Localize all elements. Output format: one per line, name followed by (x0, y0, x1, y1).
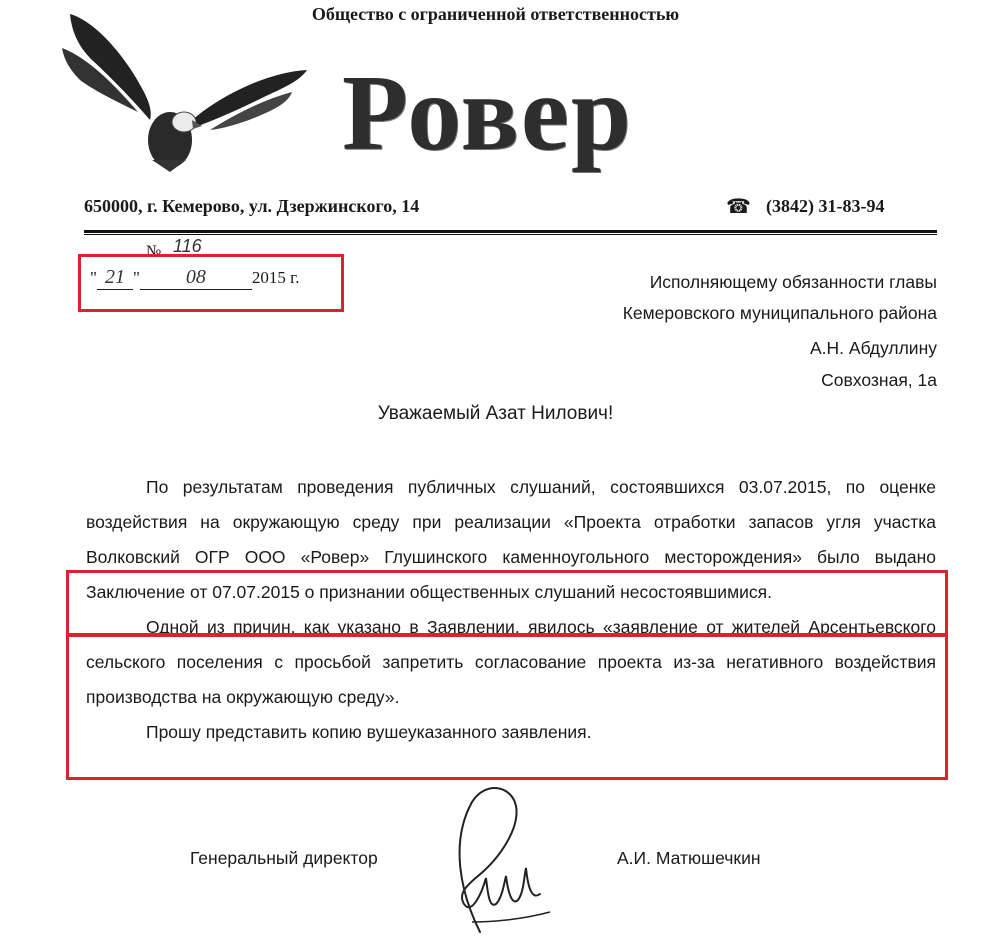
signatory-title: Генеральный директор (190, 848, 378, 868)
outgoing-number: 116 (173, 236, 202, 256)
paragraph-1: По результатам проведения публичных слушаний, состоявшихся 03.07.2015, по оценке воздействия на окружающую среду при реализации «Проекта отработки запасов угля участка Волковский ОГР ООО «Ровер» Глушинского каменноугольного месторождения» было выдано Заключение от 07.07.2015 о признании общественных слушаний несостоявшимися. (86, 477, 936, 602)
paragraph-2: Одной из причин, как указано в Заявлении, явилось «заявление от жителей Арсентьевского сельского поселения с просьбой запретить согласование проекта из-за негативного воздействия производства на окружающую среду». (86, 617, 936, 707)
company-name: Ровер (342, 54, 633, 173)
date-day: 21 (97, 266, 133, 290)
date-highlight-box (78, 254, 344, 312)
signature-icon (420, 772, 560, 942)
header-divider (84, 230, 937, 233)
conclusion-highlight-box (66, 570, 948, 636)
telephone-icon: ☎ (726, 196, 751, 218)
recipient-line-4: Совхозная, 1а (821, 370, 937, 390)
paragraph-3: Прошу представить копию вушеуказанного заявления. (146, 722, 592, 742)
company-address: 650000, г. Кемерово, ул. Дзержинского, 14 (84, 196, 420, 216)
date-year: 2015 г. (251, 268, 300, 287)
header-divider-thin (84, 234, 937, 235)
signatory-name: А.И. Матюшечкин (617, 848, 761, 868)
recipient-line-3: А.Н. Абдуллину (810, 338, 937, 358)
eagle-logo-icon (52, 0, 312, 175)
recipient-line-1: Исполняющему обязанности главы (649, 272, 937, 292)
greeting: Уважаемый Азат Нилович! (377, 403, 614, 424)
date-month: 08 (140, 266, 252, 290)
outgoing-number-label: № (146, 243, 162, 260)
company-phone: (3842) 31-83-94 (766, 196, 885, 216)
recipient-line-2: Кемеровского муниципального района (622, 303, 937, 323)
letter-date: " 21 " 08 2015 г. (90, 266, 300, 288)
company-type: Общество с ограниченной ответственностью (311, 4, 680, 24)
reason-highlight-box (66, 634, 948, 780)
